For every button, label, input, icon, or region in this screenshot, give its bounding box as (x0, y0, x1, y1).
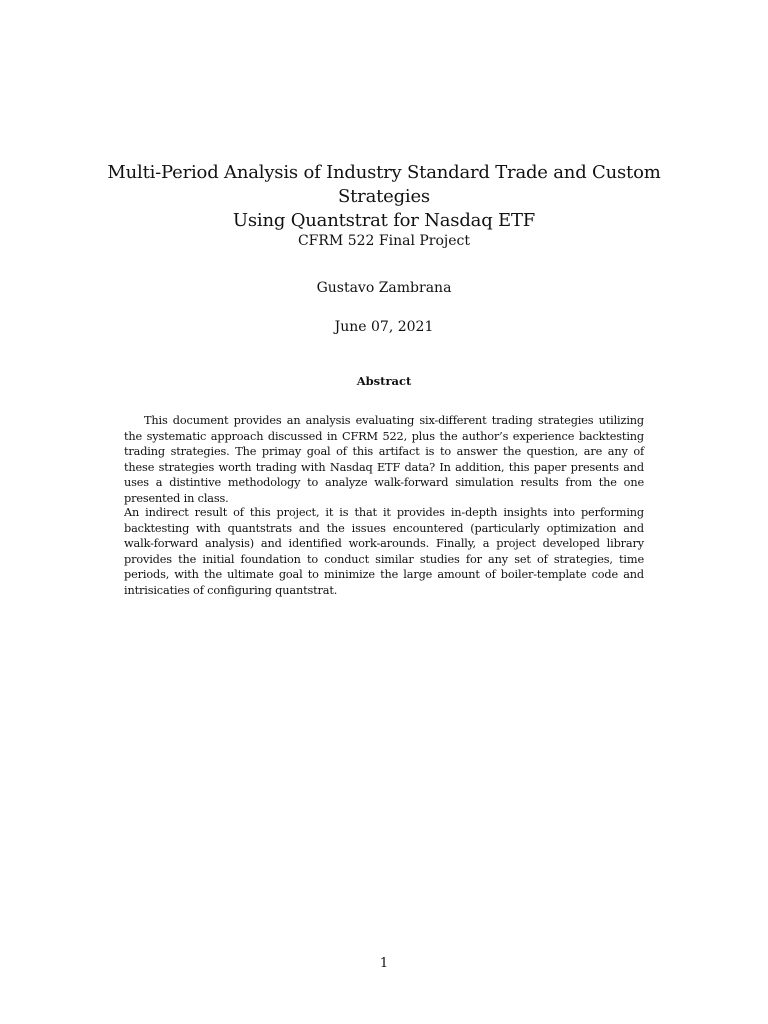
course-subtitle: CFRM 522 Final Project (297, 233, 471, 249)
abstract-heading: Abstract (356, 374, 412, 388)
paper-title (60, 161, 708, 233)
page-number: 1 (379, 956, 389, 971)
title-line-1: Multi-Period Analysis of Industry Standard Trade and Custom Strategies (107, 162, 661, 207)
abstract-paragraph-2: An indirect result of this project, it is that it provides in-depth insights into performing backtesting with quantstrats and the issues encountered (particularly optimization and walk-forward analysis) and identified work-arounds. Finally, a project developed library provides the initial foundation to conduct similar studies for any set of strategies, time periods, with the ultimate goal to minimize the large amount of boiler-template code and intrisicaties of configuring quantstrat. (124, 506, 644, 597)
abstract-paragraph-1: This document provides an analysis evaluating six-different trading strategies utilizing the systematic approach discussed in CFRM 522, plus the author’s experience backtesting trading strategies. The primay goal of this artifact is to answer the question, are any of these strategies worth trading with Nasdaq ETF data? In addition, this paper presents and uses a distintive methodology to analyze walk-forward simulation results from the one presented in class. (124, 414, 644, 505)
publication-date: June 07, 2021 (334, 319, 434, 335)
title-line-2: Using Quantstrat for Nasdaq ETF (232, 210, 536, 231)
author-name: Gustavo Zambrana (316, 280, 452, 296)
